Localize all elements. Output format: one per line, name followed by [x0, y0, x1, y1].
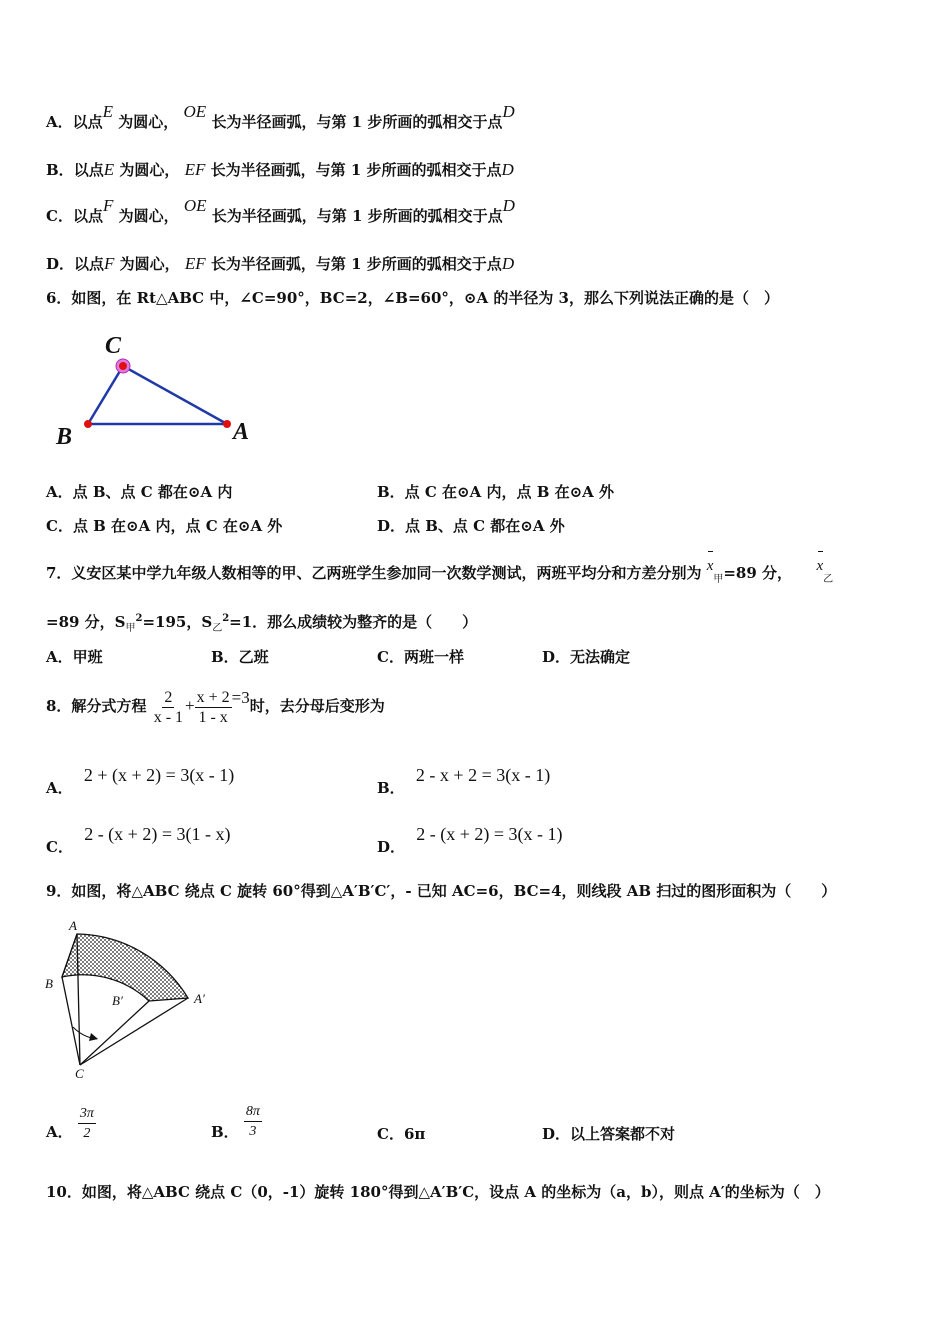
- label-c: C: [75, 1066, 84, 1080]
- q9-option-c: C．6π: [377, 1125, 426, 1143]
- label-b: B: [56, 424, 73, 450]
- q8-option-d: D． 2 - (x + 2) = 3(x - 1): [377, 824, 563, 856]
- q6-triangle-figure: [50, 326, 270, 456]
- q6-option-a: A．点 B、点 C 都在⊙A 内: [46, 483, 233, 501]
- segment-cb: [62, 977, 80, 1065]
- q7-option-a: A．甲班: [46, 648, 103, 666]
- x-bar-jia: x: [706, 558, 714, 574]
- q5-option-d: D．以点F 为圆心， EF 长为半径画弧，与第 1 步所画的弧相交于点D: [46, 254, 515, 273]
- q8-option-b: B． 2 - x + 2 = 3(x - 1): [377, 765, 551, 797]
- q6-option-c: C．点 B 在⊙A 内，点 C 在⊙A 外: [46, 517, 283, 535]
- rotation-arrow: [89, 1033, 98, 1041]
- x-bar-yi: x: [816, 558, 824, 574]
- q9-option-a: A． $\frac{3\pi}{2}$: [46, 1105, 94, 1141]
- q8-option-a: A． 2 + (x + 2) = 3(x - 1): [46, 765, 235, 797]
- label-b-prime: B′: [112, 993, 123, 1008]
- q9-stem: 9．如图，将△ABC 绕点 C 旋转 60°得到△A′B′C′，- 已知 AC=6，BC=4，则线段 AB 扫过的图形面积为（ ）: [46, 882, 837, 900]
- q7-stem-line1: 7．义安区某中学九年级人数相等的甲、乙两班学生参加同一次数学测试，两班平均分和方差分别为 $x_甲=89$ 分， $x_乙$: [46, 558, 834, 585]
- side-ca: [123, 366, 227, 424]
- label-a: A: [233, 419, 250, 445]
- label-c: C: [105, 333, 122, 359]
- q10-stem: 10．如图，将△ABC 绕点 C（0，-1）旋转 180°得到△A′B′C，设点 A 的坐标为（a，b），则点 A′的坐标为（ ）: [46, 1183, 830, 1201]
- q9-rotation-figure: [40, 915, 220, 1080]
- q8-option-c: C． 2 - (x + 2) = 3(1 - x): [46, 824, 231, 856]
- q6-stem: 6．如图，在 Rt△ABC 中，∠C=90°，BC=2，∠B=60°，⊙A 的半径为 3，那么下列说法正确的是（ ）: [46, 289, 779, 307]
- q7-option-c: C．两班一样: [377, 648, 464, 666]
- point-c: [119, 362, 127, 370]
- segment-ca1: [80, 998, 188, 1065]
- q7-stem-line2: =89 分，$S_甲^2=195$，$S_乙^2=1$．那么成绩较为整齐的是（ ）: [46, 613, 478, 634]
- segment-cb1: [80, 1001, 149, 1065]
- fraction-2: $\frac{x + 2}{1 - x}$: [196, 688, 230, 726]
- point-a: [223, 420, 231, 428]
- q6-option-b: B．点 C 在⊙A 内，点 B 在⊙A 外: [377, 483, 615, 501]
- q6-option-d: D．点 B、点 C 都在⊙A 外: [377, 517, 565, 535]
- q7-option-b: B．乙班: [211, 648, 269, 666]
- label-a-prime: A′: [194, 991, 205, 1006]
- q8-stem: 8．解分式方程 $\frac{2}{x - 1}$ + $\frac{x + 2}{1 - x}$ =3时，去分母后变形为: [46, 688, 385, 726]
- label-b: B: [45, 976, 53, 991]
- q5-option-c: C．以点F 为圆心， OE 长为半径画弧，与第 1 步所画的弧相交于点D: [46, 196, 515, 225]
- swept-region: [62, 934, 188, 1001]
- point-b: [84, 420, 92, 428]
- q5-option-b: B．以点E 为圆心， EF 长为半径画弧，与第 1 步所画的弧相交于点D: [46, 160, 514, 179]
- side-bc: [88, 366, 123, 424]
- q7-option-d: D．无法确定: [542, 648, 631, 666]
- fraction-1: $\frac{2}{x - 1}$: [153, 688, 184, 726]
- q5-option-a: A．以点E 为圆心， OE 长为半径画弧，与第 1 步所画的弧相交于点D: [46, 102, 515, 131]
- q9-option-b: B． $\frac{8\pi}{3}$: [211, 1103, 260, 1141]
- q9-option-d: D．以上答案都不对: [542, 1125, 676, 1143]
- label-a: A: [69, 918, 77, 933]
